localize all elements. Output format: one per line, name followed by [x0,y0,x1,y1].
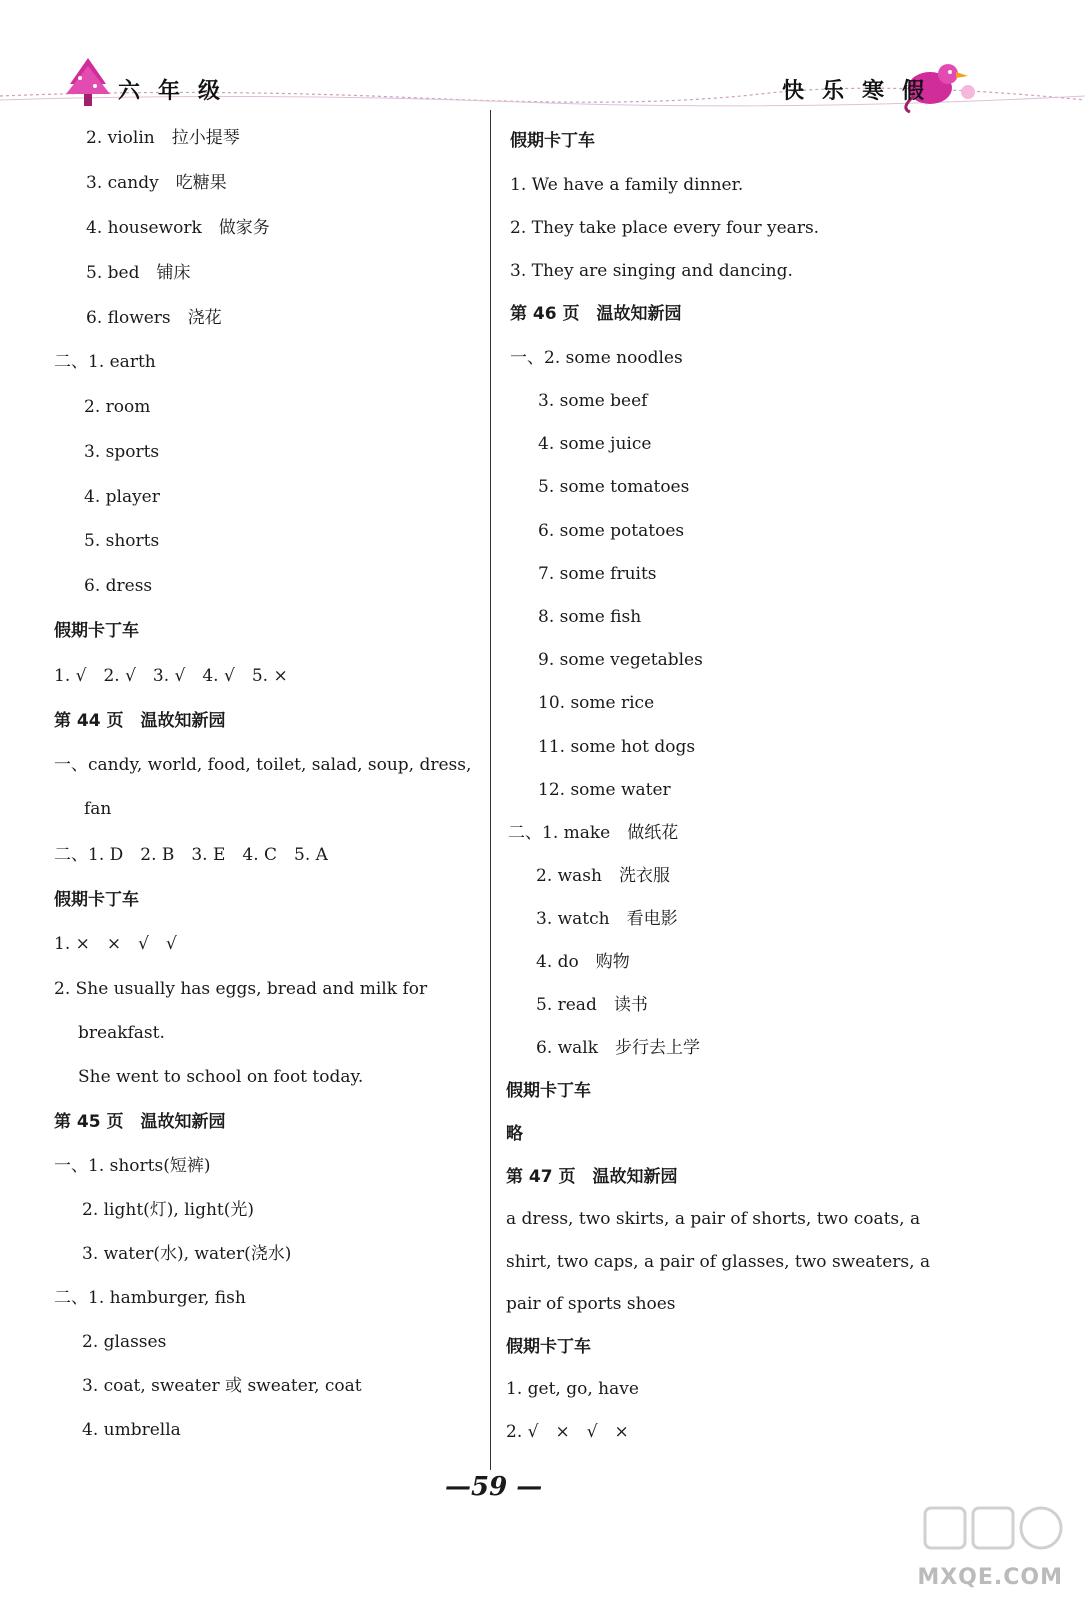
answer-line: breakfast. [78,1023,165,1043]
answer-line: 6. flowers 浇花 [86,308,222,328]
section-heading: 第 46 页 温故知新园 [510,304,682,324]
answer-line: 5. bed 铺床 [86,263,191,283]
answer-line: shirt, two caps, a pair of glasses, two sweaters, a [506,1252,931,1272]
watermark-site: MXQE.COM [917,1565,1063,1590]
answer-line: 2. room [84,397,151,417]
answer-line: 1. get, go, have [506,1379,639,1399]
answer-line: 4. umbrella [82,1420,181,1440]
answer-line: 3. sports [84,442,160,462]
answer-line: 2. √ × √ × [506,1422,629,1442]
answer-line: 2. violin 拉小提琴 [86,128,240,148]
answer-line: 二、1. hamburger, fish [54,1288,246,1308]
answer-line: 5. read 读书 [536,995,648,1015]
watermark-logo-icon [921,1502,1071,1562]
section-heading: 第 47 页 温故知新园 [506,1167,678,1187]
section-heading: 第 45 页 温故知新园 [54,1112,226,1132]
answer-line: 12. some water [538,780,671,800]
header-grade-title: 六年级 [118,79,239,104]
answer-line: 5. shorts [84,531,160,551]
answer-line: 2. wash 洗衣服 [536,866,670,886]
answer-line: 一、1. shorts(短裤) [54,1156,211,1176]
answer-line: 11. some hot dogs [538,737,696,757]
answer-line: pair of sports shoes [506,1294,676,1314]
answer-line: 6. walk 步行去上学 [536,1038,701,1058]
answer-line: 10. some rice [538,693,655,713]
answer-line: 2. glasses [82,1332,167,1352]
answer-line: 3. water(水), water(浇水) [82,1244,292,1264]
answer-line: fan [84,799,112,819]
answer-line: 2. She usually has eggs, bread and milk for [54,979,428,999]
section-heading: 假期卡丁车 [54,890,139,910]
header-decoration [0,0,1085,130]
answer-line: 9. some vegetables [538,650,703,670]
answer-line: a dress, two skirts, a pair of shorts, two coats, a [506,1209,921,1229]
answer-line: 一、candy, world, food, toilet, salad, soup, dress, [54,755,472,775]
answer-line: 3. watch 看电影 [536,909,678,929]
answer-line: 5. some tomatoes [538,477,690,497]
answer-line: 2. light(灯), light(光) [82,1200,255,1220]
section-heading: 假期卡丁车 [510,131,595,151]
answer-line: 3. coat, sweater 或 sweater, coat [82,1376,362,1396]
answer-line: 4. housework 做家务 [86,218,270,238]
answer-line: 略 [506,1124,523,1144]
answer-line: 1. × × √ √ [54,934,177,954]
answer-line: 1. √ 2. √ 3. √ 4. √ 5. × [54,666,288,686]
answer-line: 二、1. make 做纸花 [508,823,679,843]
section-heading: 假期卡丁车 [506,1081,591,1101]
section-heading: 第 44 页 温故知新园 [54,711,226,731]
answer-line: 6. dress [84,576,153,596]
answer-line: 3. some beef [538,391,648,411]
answer-line: 3. They are singing and dancing. [510,261,793,281]
page-number: —59 — [445,1472,543,1502]
answer-line: 二、1. D 2. B 3. E 4. C 5. A [54,845,328,865]
answer-line: 1. We have a family dinner. [510,175,744,195]
answer-line: 4. do 购物 [536,952,630,972]
section-heading: 假期卡丁车 [54,621,139,641]
answer-line: She went to school on foot today. [78,1067,364,1087]
answer-line: 4. some juice [538,434,652,454]
header-holiday-title: 快乐寒假 [782,79,943,104]
answer-line: 3. candy 吃糖果 [86,173,227,193]
tree-icon [66,58,110,106]
answer-line: 6. some potatoes [538,521,685,541]
answer-line: 一、2. some noodles [510,348,683,368]
answer-line: 2. They take place every four years. [510,218,820,238]
page-header [0,0,1085,130]
answer-line: 二、1. earth [54,352,156,372]
column-divider [490,110,491,1470]
answer-line: 7. some fruits [538,564,657,584]
answer-line: 8. some fish [538,607,642,627]
answer-line: 4. player [84,487,160,507]
section-heading: 假期卡丁车 [506,1337,591,1357]
